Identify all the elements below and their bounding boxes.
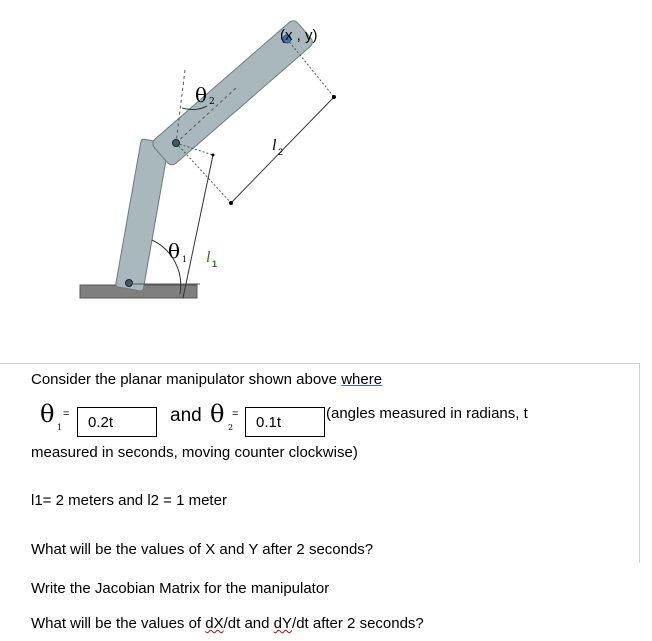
end-effector-label: (x , y): [280, 27, 318, 44]
and-text: and: [170, 405, 202, 426]
question3-prefix: What will be the values of: [31, 615, 206, 632]
intro-text: [31, 371, 382, 388]
question3-dt2: /dt after 2 seconds?: [292, 615, 424, 632]
l2-label: l: [272, 137, 277, 154]
theta2-subscript-text: 2: [228, 423, 234, 432]
question3-dx: dX: [205, 615, 224, 632]
intro-prefix: Consider the planar manipulator shown above: [31, 371, 342, 388]
theta1-value-box: 0.2t: [77, 407, 157, 437]
l1-subscript: 1: [212, 259, 218, 269]
question3-dt1: /dt and: [223, 615, 274, 632]
l1-label: l: [206, 249, 211, 266]
question-jacobian: Write the Jacobian Matrix for the manipulator: [31, 580, 330, 597]
question-velocities: [31, 615, 424, 632]
l1-dimension-line: [183, 155, 213, 298]
theta2-symbol-text: θ: [210, 400, 225, 428]
link-lengths: l1= 2 meters and l2 = 1 meter: [31, 492, 227, 509]
intro-where: where: [341, 371, 383, 388]
angle-note-line1: (angles measured in radians, t: [326, 405, 528, 422]
theta1-subscript-text: 1: [57, 423, 63, 432]
angle-note-line2: measured in seconds, moving counter clockwise): [31, 444, 358, 461]
theta1-symbol: θ: [168, 239, 181, 263]
theta1-subscript: 1: [182, 255, 188, 264]
theta2-symbol: θ: [195, 83, 208, 107]
theta2-value-box: 0.1t: [245, 407, 325, 437]
l2-endpoint-top: [332, 95, 336, 99]
theta1-equals: =: [63, 408, 70, 420]
panel-border-right: [639, 363, 640, 563]
theta1-symbol-text: θ: [40, 400, 55, 428]
theta2-subscript: 2: [209, 97, 215, 107]
theta2-equals: =: [232, 408, 239, 420]
l2-endpoint-bottom: [229, 201, 233, 205]
panel-border-top: [0, 363, 640, 364]
link-1: [115, 139, 169, 292]
l1-endpoint-top: [212, 154, 215, 157]
question-xy: What will be the values of X and Y after 2 seconds?: [31, 541, 374, 558]
joint-base: [126, 280, 133, 287]
question3-dy: dY: [273, 615, 293, 632]
l2-subscript: 2: [278, 147, 284, 157]
